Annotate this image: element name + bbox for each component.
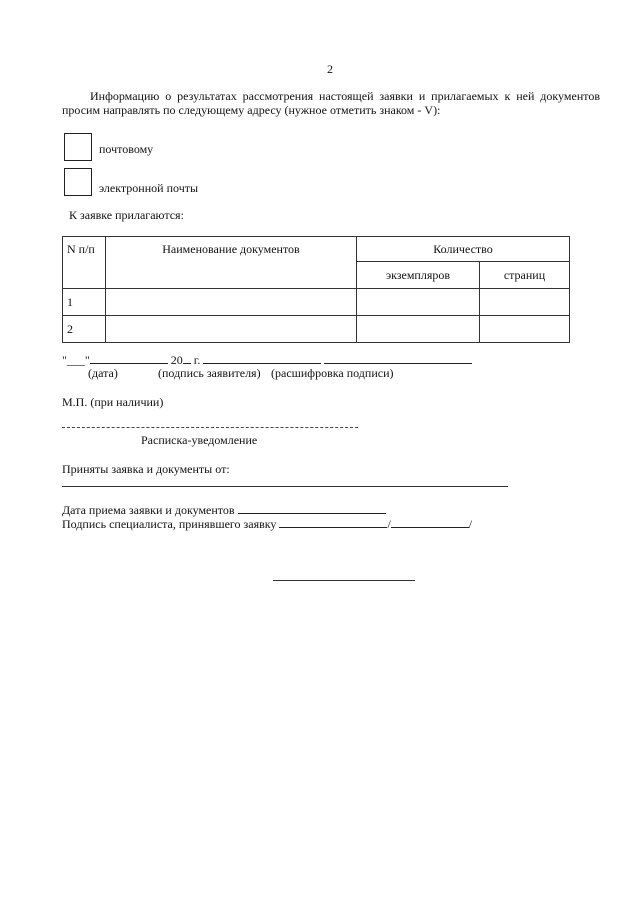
signature-decoding-field[interactable] [324, 352, 472, 364]
cut-line [62, 427, 358, 428]
documents-table [62, 236, 570, 343]
header-pages: страниц [480, 262, 570, 289]
intro-paragraph: Информацию о результатах рассмотрения настоящей заявки и прилагаемых к ней документов просим направлять по следующему адресу (нужное отметить знаком - V): [62, 89, 600, 117]
row-number: 2 [63, 316, 106, 343]
row-name-cell[interactable] [106, 316, 357, 343]
receipt-date-field[interactable] [238, 502, 386, 514]
stamp-label: М.П. (при наличии) [62, 395, 164, 409]
table-row [63, 316, 570, 343]
header-name: Наименование документов [106, 237, 357, 289]
row-copies-cell[interactable] [357, 316, 480, 343]
row-pages-cell[interactable] [480, 289, 570, 316]
slash-separator: / [468, 517, 473, 531]
label-date: (дата) [88, 366, 118, 380]
postal-checkbox[interactable] [64, 133, 92, 161]
specialist-row [62, 516, 472, 532]
row-copies-cell[interactable] [357, 289, 480, 316]
header-quantity: Количество [357, 237, 570, 262]
label-applicant-signature: (подпись заявителя) [158, 366, 261, 380]
header-num: N п/п [63, 237, 106, 289]
page-number: 2 [327, 62, 333, 76]
label-signature-decoding: (расшифровка подписи) [271, 366, 394, 380]
slash-separator: / [387, 517, 391, 531]
email-checkbox[interactable] [64, 168, 92, 196]
year-field[interactable] [183, 352, 191, 364]
table-header-row [63, 237, 570, 262]
accepted-from-field[interactable] [62, 486, 508, 487]
specialist-label: Подпись специалиста, принявшего заявку [62, 517, 277, 531]
email-option-label: электронной почты [99, 181, 199, 195]
year-suffix: г. [193, 353, 201, 367]
row-name-cell[interactable] [106, 289, 357, 316]
date-month-field[interactable] [90, 352, 168, 364]
header-copies: экземпляров [357, 262, 480, 289]
signature-line [62, 352, 472, 368]
table-row [63, 289, 570, 316]
postal-option-label: почтовому [99, 142, 154, 156]
receipt-date-label: Дата приема заявки и документов [62, 503, 235, 517]
accepted-from-label: Приняты заявка и документы от: [62, 462, 230, 476]
bottom-divider [273, 580, 415, 581]
specialist-name-field[interactable] [391, 516, 469, 528]
specialist-signature-field[interactable] [279, 516, 387, 528]
row-number: 1 [63, 289, 106, 316]
date-day-field[interactable]: "___" [62, 353, 90, 367]
receipt-title: Расписка-уведомление [141, 433, 258, 447]
row-pages-cell[interactable] [480, 316, 570, 343]
attachments-heading: К заявке прилагаются: [69, 208, 184, 222]
applicant-signature-field[interactable] [203, 352, 321, 364]
year-prefix: 20 [170, 353, 183, 367]
